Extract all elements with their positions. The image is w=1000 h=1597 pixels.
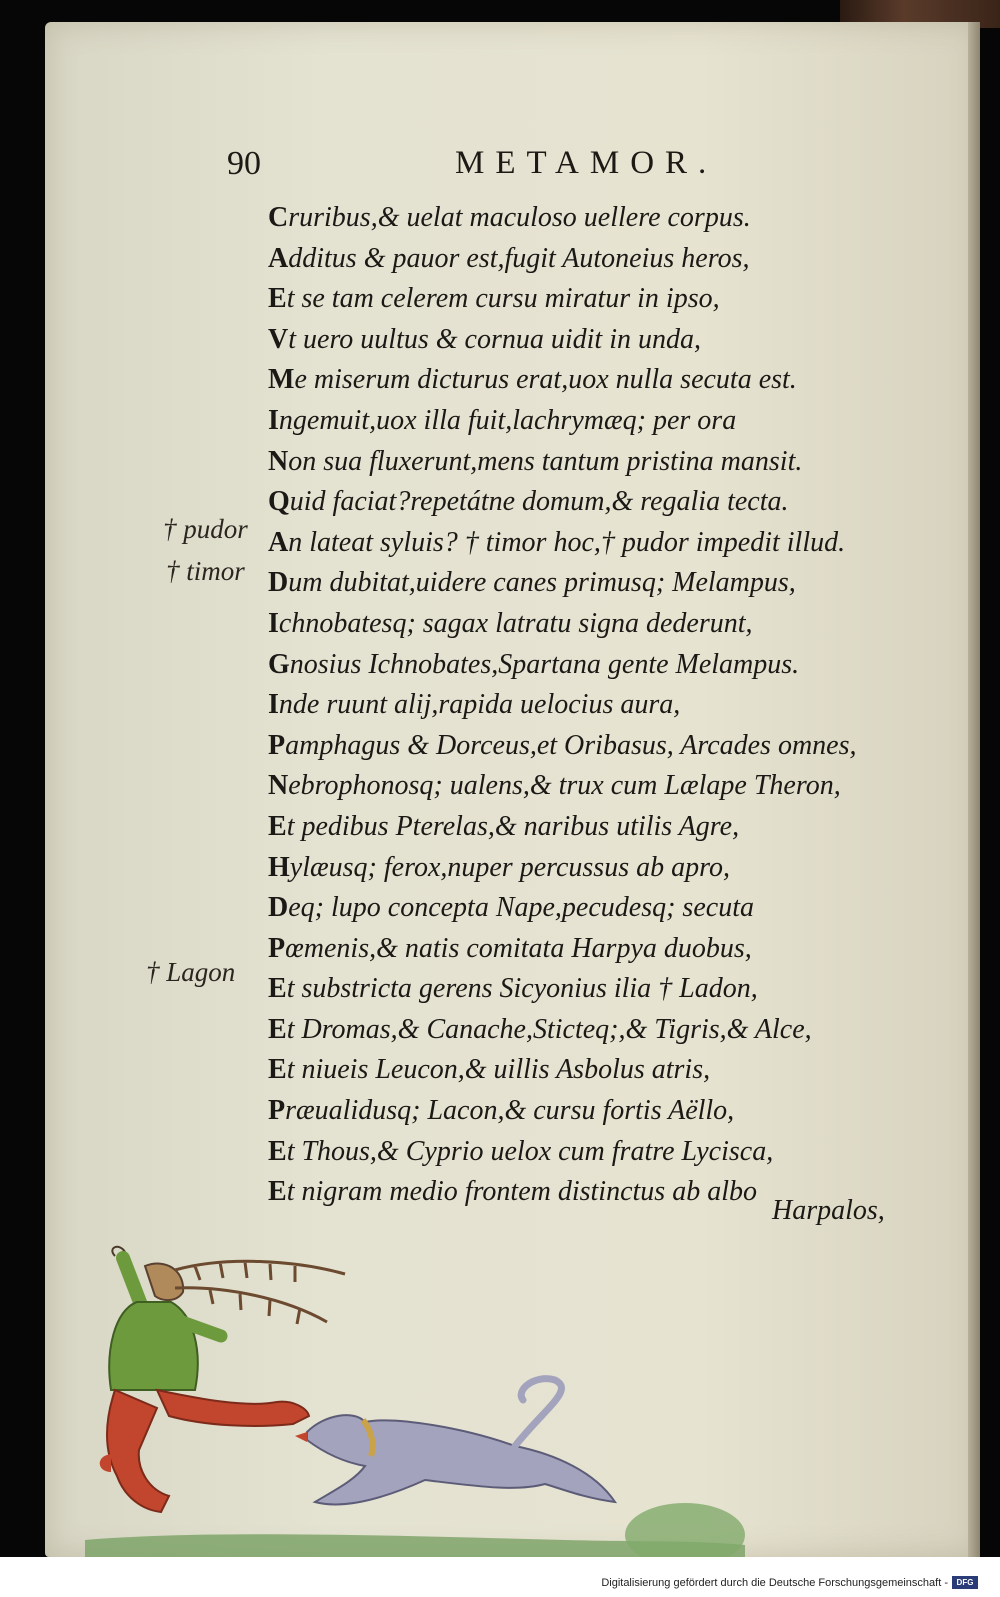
margin-note-timor: † timor — [166, 556, 245, 586]
verse-line: Non sua fluxerunt,mens tantum pristina mansit. — [268, 445, 803, 477]
tunic — [109, 1302, 197, 1390]
verse-line: Pamphagus & Dorceus,et Oribasus, Arcades omnes, — [268, 729, 857, 761]
bush — [625, 1503, 745, 1557]
verse-line: Dum dubitat,uidere canes primusq; Melampus, — [268, 567, 796, 599]
hound — [307, 1415, 615, 1504]
footer-credit: Digitalisierung gefördert durch die Deutsche Forschungsgemeinschaft - — [601, 1577, 948, 1589]
hound-tail — [515, 1379, 561, 1446]
antlers — [175, 1261, 345, 1324]
verse-line: Additus & pauor est,fugit Autoneius heros, — [268, 242, 750, 274]
verse-line: Et Dromas,& Canache,Sticteq;,& Tigris,& Alce, — [268, 1013, 812, 1045]
actaeon-illustration — [45, 1240, 980, 1557]
verse-line: Et niueis Leucon,& uillis Asbolus atris, — [268, 1054, 711, 1086]
dfg-logo: DFG — [952, 1576, 978, 1589]
verse-line: Et Thous,& Cyprio uelox cum fratre Lycisca, — [268, 1135, 774, 1167]
verse-line: Inde ruunt alij,rapida uelocius aura, — [268, 689, 681, 721]
knee — [100, 1454, 111, 1472]
page-number: 90 — [227, 145, 261, 182]
verse-line: Et pedibus Pterelas,& naribus utilis Agre, — [268, 810, 740, 842]
verse-line: Cruribus,& uelat maculoso uellere corpus. — [268, 202, 751, 233]
verse-line: Et se tam celerem cursu miratur in ipso, — [268, 283, 720, 315]
verse-line: Gnosius Ichnobates,Spartana gente Melampus. — [268, 648, 800, 680]
margin-note-lagon: † Lagon — [146, 957, 236, 987]
verse-line: Et substricta gerens Sicyonius ilia † Ladon, — [268, 973, 758, 1005]
verse-line: An lateat syluis? † timor hoc,† pudor impedit illud. — [268, 526, 846, 558]
hound-tongue — [295, 1432, 307, 1442]
verse-line: Deq; lupo concepta Nape,pecudesq; secuta — [268, 892, 754, 924]
verse-line: Ingemuit,uox illa fuit,lachrymæq; per ora — [268, 404, 737, 436]
verse-line: Præualidusq; Lacon,& cursu fortis Aëllo, — [268, 1095, 735, 1127]
margin-note-pudor: † pudor — [163, 514, 248, 544]
running-head: METAMOR. — [455, 145, 718, 181]
leg-front — [157, 1390, 309, 1426]
verse-line: Quid faciat?repetátne domum,& regalia tecta. — [268, 486, 789, 518]
verse-line: Nebrophonosq; ualens,& trux cum Lælape Theron, — [268, 770, 841, 802]
verse-line: Ichnobatesq; sagax latratu signa dederunt, — [268, 607, 753, 639]
footer-bar — [0, 1557, 1000, 1597]
verse-line: Vt uero uultus & cornua uidit in unda, — [268, 323, 701, 355]
verse-line: Hylæusq; ferox,nuper percussus ab apro, — [268, 851, 730, 883]
leg-back — [107, 1390, 169, 1512]
verse-block — [268, 198, 928, 1213]
verse-line: Et nigram medio frontem distinctus ab albo — [268, 1176, 757, 1208]
catchword: Harpalos, — [772, 1195, 885, 1226]
verse-line: Me miserum dicturus erat,uox nulla secuta est. — [268, 364, 797, 396]
verse-line: Pœmenis,& natis comitata Harpya duobus, — [268, 932, 752, 964]
